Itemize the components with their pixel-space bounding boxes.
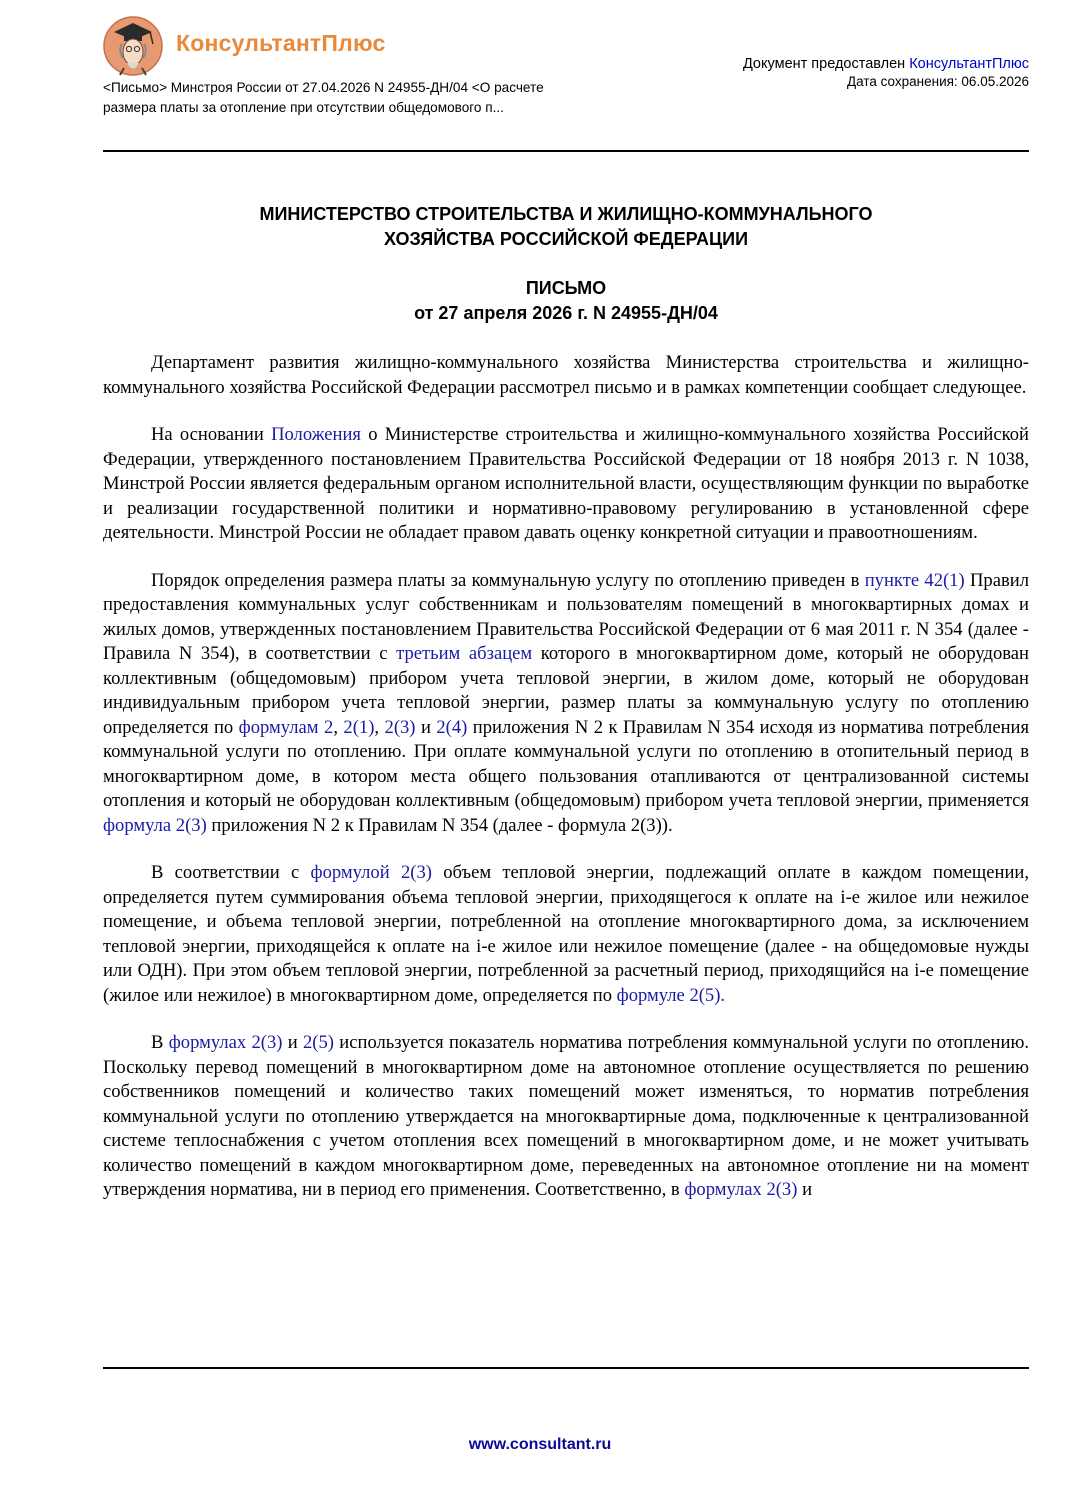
letter-date-number: от 27 апреля 2026 г. N 24955-ДН/04	[414, 303, 718, 323]
header-divider	[103, 150, 1029, 152]
link-formula-2[interactable]: формулам 2	[238, 716, 334, 738]
text-span: В	[151, 1032, 169, 1053]
text-span: Правил предоставления коммунальных услуг собственникам и пользователям помещений в многоквартирных домах и жилых домов, утвержденных постановлением Правительства Российской Федерации от 6 мая 2011 г. N 354 (далее - Правила N 354), в соответствии с	[103, 569, 1029, 664]
link-tretim-abzacem[interactable]: третьим абзацем	[396, 643, 533, 664]
paragraph-2	[103, 423, 1029, 546]
link-2-5[interactable]: 2(5)	[303, 1032, 334, 1053]
letter-body	[103, 351, 1029, 1226]
text-span: используется показатель норматива потребления коммунальной услуги по отоплению. Поскольку перевод помещений в многоквартирном доме на автономное отопление осуществляется по решению собственников помещений и количество таких помещений может изменяться, то норматив потребления коммунальной услуги по отоплению утверждается на многоквартирные дома, подключенные к централизованной системе теплоснабжения с учетом отопления всех помещений в многоквартирном доме, и не может учитывать количество помещений в каждом многоквартирном доме, переведенных на автономное отопление ни на момент утверждения норматива, ни в период его применения. Соответственно, в	[103, 1032, 1029, 1200]
link-formulah-2-3-b[interactable]: формулах 2(3)	[684, 1179, 798, 1200]
provided-prefix: Документ предоставлен	[742, 56, 910, 72]
paragraph-3	[103, 569, 1029, 839]
consultantplus-logo[interactable]	[100, 14, 390, 76]
text-span: о Министерстве строительства и жилищно-коммунального хозяйства Российской Федерации, утвержденного постановлением Правительства Российской Федерации от 18 ноября 2013 г. N 1038, Минстрой России является федеральным органом исполнительной власти, осуществляющим функции по выработке и реализации государственной политики и нормативно-правовому регулированию в установленной сфере деятельности. Минстрой России не обладает правом давать оценку конкретной ситуации и правоотношениям.	[103, 424, 1029, 543]
letter-title: ПИСЬМО	[525, 278, 607, 298]
save-date: Дата сохранения: 06.05.2026	[846, 74, 1029, 89]
document-reference: <Письмо> Минстроя России от 27.04.2026 N 24955-ДН/04 <О расчете размера платы за отопление при отсутствии общедомового п...	[103, 80, 544, 115]
text-span: и	[282, 1032, 303, 1053]
link-polozhenie[interactable]: Положения	[271, 424, 361, 445]
ministry-line-1: МИНИСТЕРСТВО СТРОИТЕЛЬСТВА И ЖИЛИЩНО-КОММУНАЛЬНОГО	[259, 204, 873, 224]
paragraph-4	[103, 861, 1029, 1008]
link-formula-2-3[interactable]: 2(3)	[384, 716, 416, 738]
consultantplus-link[interactable]: КонсультантПлюс	[909, 56, 1029, 72]
link-formula-2-3-b[interactable]: формула 2(3)	[103, 814, 207, 836]
text-span: На основании	[151, 424, 272, 445]
link-formula-2-4[interactable]: 2(4)	[436, 716, 468, 738]
text-span: и	[797, 1179, 813, 1200]
text-span: ,	[333, 716, 344, 738]
letter-heading	[103, 276, 1029, 326]
text-span: Порядок определения размера платы за коммунальную услугу по отоплению приведен в	[151, 569, 865, 591]
footer-divider	[103, 1367, 1029, 1369]
text-span: и	[415, 716, 437, 738]
link-formulah-2-3[interactable]: формулах 2(3)	[168, 1032, 283, 1053]
professor-mascot-icon	[100, 14, 174, 76]
link-punkt-42-1[interactable]: пункте 42(1)	[864, 569, 965, 591]
provided-by	[743, 55, 1029, 91]
link-formula-2-1[interactable]: 2(1)	[343, 716, 375, 738]
text-span: В соответствии с	[151, 862, 311, 883]
text-span: объем тепловой энергии, подлежащий оплате в каждом помещении, определяется путем суммирования объема тепловой энергии, приходящегося к оплате на i-е жилое или нежилое помещение, и объема тепловой энергии, потребленной на отопление многоквартирного дома, за исключением тепловой энергии, приходящейся к оплате на i-е жилое или нежилое помещение (далее - на общедомовые нужды или ОДН). При этом объем тепловой энергии, потребленной за расчетный период, приходящийся на i-е помещение (жилое или нежилое) в многоквартирном доме, определяется по	[103, 862, 1029, 1006]
link-formule-2-5[interactable]: формуле 2(5).	[616, 984, 726, 1006]
paragraph-1: Департамент развития жилищно-коммунального хозяйства Министерства строительства и жилищно-коммунального хозяйства Российской Федерации рассмотрел письмо и в рамках компетенции сообщает следующее.	[103, 352, 1029, 398]
link-formuloy-2-3[interactable]: формулой 2(3)	[310, 862, 432, 883]
text-span: ,	[374, 716, 385, 738]
footer-site-link[interactable]: www.consultant.ru	[468, 1436, 612, 1453]
ministry-heading	[103, 202, 1029, 252]
brand-name: КонсультантПлюс	[176, 30, 386, 56]
paragraph-5	[103, 1031, 1029, 1203]
text-span: которого в многоквартирном доме, который не оборудован коллективным (общедомовым) прибором учета тепловой энергии, в жилом доме, который не оборудован индивидуальным прибором учета тепловой энергии, размер платы за коммунальную услугу по отоплению определяется по	[103, 643, 1029, 738]
ministry-line-2: ХОЗЯЙСТВА РОССИЙСКОЙ ФЕДЕРАЦИИ	[383, 229, 749, 249]
text-span: приложения N 2 к Правилам N 354 исходя из норматива потребления коммунальной услуги по отоплению. При оплате коммунальной услуги по отоплению в отопительный период в многоквартирном доме, в котором места общего пользования отапливаются от централизованной системы отопления и который не оборудован коллективным (общедомовым) прибором учета тепловой энергии, применяется	[103, 716, 1030, 811]
text-span: приложения N 2 к Правилам N 354 (далее - формула 2(3)).	[206, 814, 673, 836]
